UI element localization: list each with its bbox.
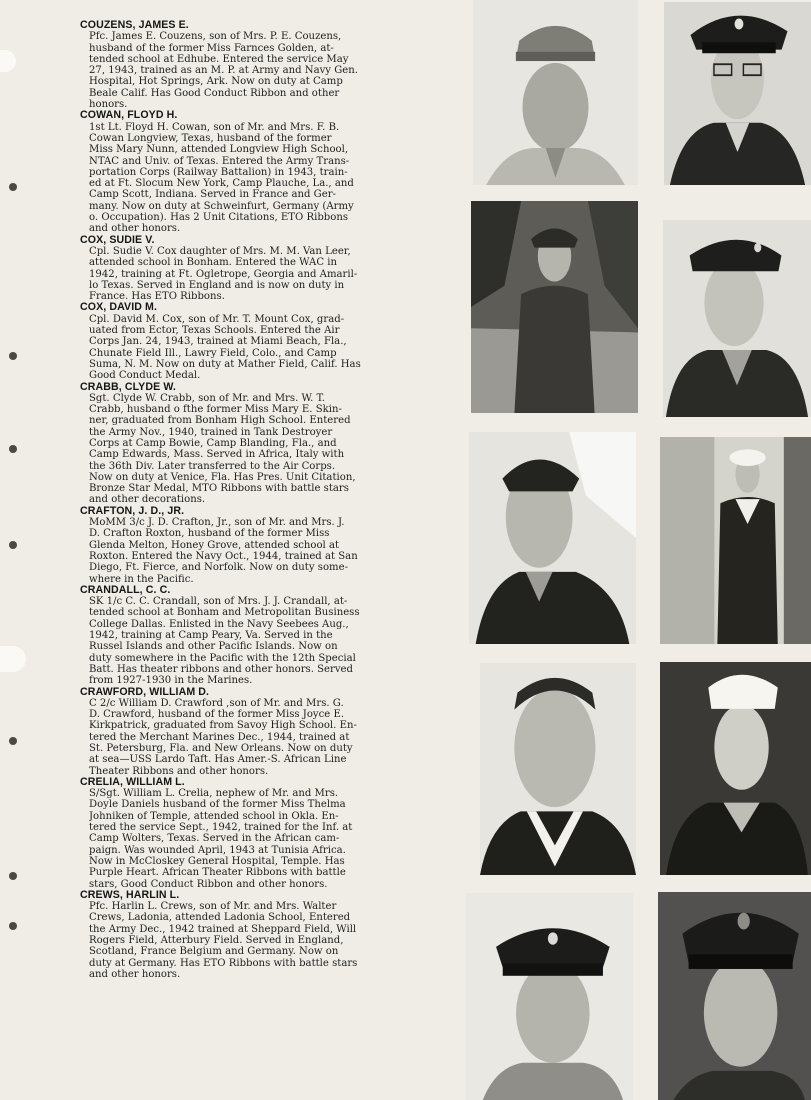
entry-name: COWAN, FLOYD H. bbox=[80, 109, 178, 122]
biography-line: Suma, N. M. Now on duty at Mather Field, Calif. Has bbox=[89, 358, 361, 370]
portrait-image bbox=[466, 893, 633, 1100]
binder-hole bbox=[9, 541, 17, 549]
service-record-entry bbox=[80, 687, 445, 777]
portrait-photo bbox=[663, 220, 811, 417]
biography-line: D. Crafton Roxton, husband of the former Miss bbox=[89, 528, 330, 540]
biography-line: Corps at Camp Bowie, Camp Blanding, Fla., and bbox=[89, 437, 337, 449]
biography-line: Sgt. Clyde W. Crabb, son of Mr. and Mrs. W. T. bbox=[89, 392, 325, 404]
entry-name: CRAWFORD, WILLIAM D. bbox=[80, 685, 210, 698]
biography-line: ed at Ft. Slocum New York, Camp Plauche, La., and bbox=[89, 178, 354, 190]
biography-line: lo Texas. Served in England and is now on duty in bbox=[89, 279, 345, 291]
biography-line: tered the service Sept., 1942, trained for the Inf. at bbox=[89, 822, 353, 834]
entry-name: COX, DAVID M. bbox=[80, 301, 158, 314]
biography-line: Good Conduct Medal. bbox=[89, 370, 201, 382]
entry-name: CRANDALL, C. C. bbox=[80, 583, 171, 596]
biography-line: Cpl. David M. Cox, son of Mr. T. Mount Cox, grad- bbox=[89, 313, 345, 325]
biography-line: Theater Ribbons and other honors. bbox=[89, 765, 269, 777]
portrait-photo bbox=[658, 892, 811, 1100]
biography-line: Bronze Star Medal, MTO Ribbons with battle stars bbox=[89, 483, 349, 495]
biography-line: Glenda Melton, Honey Grove, attended school at bbox=[89, 539, 340, 551]
entry-biography bbox=[80, 788, 445, 890]
biography-line: Rogers Field, Atterbury Field. Served in England, bbox=[89, 935, 344, 947]
biography-line: duty somewhere in the Pacific with the 12th Special bbox=[89, 652, 356, 664]
biography-line: ner, graduated from Bonham High School. Entered bbox=[89, 415, 351, 427]
biography-line: Batt. Has theater ribbons and other honors. Served bbox=[89, 663, 353, 675]
binder-hole bbox=[9, 352, 17, 360]
biography-line: the Army Dec., 1942 trained at Sheppard Field, Will bbox=[89, 923, 357, 935]
biography-line: duty at Germany. Has ETO Ribbons with battle stars bbox=[89, 957, 358, 969]
biography-line: Doyle Daniels husband of the former Miss Thelma bbox=[89, 799, 346, 811]
entry-biography bbox=[80, 517, 445, 585]
entry-biography bbox=[80, 393, 445, 506]
portrait-photo bbox=[466, 893, 633, 1100]
portrait-image bbox=[480, 663, 636, 875]
service-record-entry bbox=[80, 302, 445, 381]
biography-line: France. Has ETO Ribbons. bbox=[89, 291, 225, 303]
biography-line: Scotland, France Belgium and Germany. Now on bbox=[89, 946, 339, 958]
portrait-photo bbox=[660, 437, 811, 644]
portrait-image bbox=[660, 662, 811, 875]
biography-line: Crews, Ladonia, attended Ladonia School, Entered bbox=[89, 912, 351, 924]
binder-hole bbox=[9, 922, 17, 930]
entry-biography bbox=[80, 122, 445, 235]
entry-name: CRELIA, WILLIAM L. bbox=[80, 775, 185, 788]
binder-hole bbox=[9, 183, 17, 191]
entry-name: CRABB, CLYDE W. bbox=[80, 380, 176, 393]
biography-line: Diego, Ft. Fierce, and Norfolk. Now on duty some- bbox=[89, 562, 348, 574]
biography-line: and other decorations. bbox=[89, 494, 206, 506]
biography-line: Camp Wolters, Texas. Served in the African cam- bbox=[89, 833, 340, 845]
biography-line: NTAC and Univ. of Texas. Entered the Army Trans- bbox=[89, 155, 350, 167]
biography-line: Now on duty at Venice, Fla. Has Pres. Unit Citation, bbox=[89, 471, 356, 483]
paper-tear bbox=[0, 50, 16, 72]
service-record-entry bbox=[80, 777, 445, 890]
biography-line: Beale Calif. Has Good Conduct Ribbon and other bbox=[89, 87, 340, 99]
portrait-image bbox=[658, 892, 811, 1100]
service-record-entry bbox=[80, 890, 445, 980]
biography-line: Camp Edwards, Mass. Served in Africa, Italy with bbox=[89, 449, 345, 461]
portrait-image bbox=[664, 2, 811, 185]
biography-line: C 2/c William D. Crawford ,son of Mr. and Mrs. G. bbox=[89, 697, 344, 709]
biography-line: Pfc. James E. Couzens, son of Mrs. P. E. Couzens, bbox=[89, 31, 342, 43]
binder-hole bbox=[9, 445, 17, 453]
biography-line: St. Petersburg, Fla. and New Orleans. Now on duty bbox=[89, 743, 353, 754]
biography-line: Hospital, Hot Springs, Ark. Now on duty at Camp bbox=[89, 76, 343, 88]
entry-biography bbox=[80, 314, 445, 382]
biography-line: 1942, training at Ft. Ogletrope, Georgia and Amaril- bbox=[89, 268, 358, 280]
biography-line: Russel Islands and other Pacific Islands. Now on bbox=[89, 641, 338, 653]
entry-name: CREWS, HARLIN L. bbox=[80, 888, 180, 901]
biography-line: tended school at Edhube. Entered the service May bbox=[89, 53, 349, 65]
portrait-photo bbox=[480, 663, 636, 875]
service-record-entry bbox=[80, 506, 445, 585]
portrait-photo bbox=[471, 201, 638, 413]
biography-line: 1942, training at Camp Peary, Va. Served in the bbox=[89, 630, 333, 642]
biography-line: attended school in Bonham. Entered the WAC in bbox=[89, 257, 338, 269]
biography-line: Roxton. Entered the Navy Oct., 1944, trained at San bbox=[89, 550, 358, 562]
portrait-image bbox=[473, 0, 638, 185]
biography-line: and other honors. bbox=[89, 223, 181, 235]
portrait-image bbox=[660, 437, 811, 644]
service-record-entry bbox=[80, 235, 445, 303]
biography-line: o. Occupation). Has 2 Unit Citations, ETO Ribbons bbox=[89, 212, 349, 224]
portrait-image bbox=[469, 432, 636, 644]
entry-biography bbox=[80, 246, 445, 302]
entry-biography bbox=[80, 698, 445, 777]
service-record-entry bbox=[80, 585, 445, 687]
biography-line: Johniken of Temple, attended school in Okla. En- bbox=[89, 810, 339, 822]
binder-hole bbox=[9, 872, 17, 880]
biography-line: tered the Merchant Marines Dec., 1944, trained at bbox=[89, 731, 350, 743]
biography-line: College Dallas. Enlisted in the Navy Seebees Aug., bbox=[89, 618, 349, 630]
portrait-photo bbox=[469, 432, 636, 644]
biography-line: Camp Scott, Indiana. Served in France and Ger- bbox=[89, 189, 336, 201]
biography-line: Kirkpatrick, graduated from Savoy High School. En- bbox=[89, 720, 357, 732]
biography-line: portation Corps (Railway Battalion) in 1943, train- bbox=[89, 166, 348, 178]
biography-line: tended school at Bonham and Metropolitan Business bbox=[89, 607, 360, 619]
biography-line: Corps Jan. 24, 1943, trained at Miami Beach, Fla., bbox=[89, 336, 347, 348]
biography-line: uated from Ector, Texas Schools. Entered the Air bbox=[89, 325, 340, 337]
biography-line: 27, 1943, trained as an M. P. at Army and Navy Gen. bbox=[89, 65, 358, 77]
biography-line: Purple Heart. African Theater Ribbons with battle bbox=[89, 867, 346, 879]
biography-line: S/Sgt. William L. Crelia, nephew of Mr. and Mrs. bbox=[89, 788, 339, 800]
entry-name: COUZENS, JAMES E. bbox=[80, 19, 189, 31]
portrait-image bbox=[663, 220, 811, 417]
entry-name: CRAFTON, J. D., JR. bbox=[80, 504, 185, 517]
service-record-entry bbox=[80, 110, 445, 234]
paper-tear bbox=[0, 646, 26, 672]
biography-line: stars, Good Conduct Ribbon and other honors. bbox=[89, 878, 328, 890]
biography-line: honors. bbox=[89, 99, 128, 111]
biography-line: from 1927-1930 in the Marines. bbox=[89, 675, 253, 687]
biography-column bbox=[80, 20, 445, 980]
biography-line: Pfc. Harlin L. Crews, son of Mr. and Mrs. Walter bbox=[89, 901, 337, 913]
biography-line: Crabb, husband o fthe former Miss Mary E. Skin- bbox=[89, 404, 342, 416]
entry-biography bbox=[80, 31, 445, 110]
biography-line: paign. Was wounded April, 1943 at Tunisia Africa. bbox=[89, 844, 346, 856]
entry-biography bbox=[80, 901, 445, 980]
biography-line: 1st Lt. Floyd H. Cowan, son of Mr. and Mrs. F. B. bbox=[89, 121, 340, 133]
biography-line: Now in McCloskey General Hospital, Temple. Has bbox=[89, 855, 345, 867]
biography-line: Cpl. Sudie V. Cox daughter of Mrs. M. M. Van Leer, bbox=[89, 245, 351, 257]
biography-line: and other honors. bbox=[89, 968, 181, 980]
binder-holes bbox=[0, 0, 40, 1100]
binder-hole bbox=[9, 737, 17, 745]
portrait-image bbox=[471, 201, 638, 413]
biography-line: husband of the former Miss Farnces Golden, at- bbox=[89, 42, 334, 54]
biography-line: the 36th Div. Later transferred to the Air Corps. bbox=[89, 460, 336, 472]
entry-name: COX, SUDIE V. bbox=[80, 233, 155, 246]
portrait-photo bbox=[664, 2, 811, 185]
portrait-photo bbox=[660, 662, 811, 875]
biography-line: MoMM 3/c J. D. Crafton, Jr., son of Mr. and Mrs. J. bbox=[89, 517, 345, 529]
biography-line: the Army Nov., 1940, trained in Tank Destroyer bbox=[89, 426, 333, 438]
biography-line: at sea—USS Lardo Taft. Has Amer.-S. African Line bbox=[89, 754, 347, 766]
biography-line: where in the Pacific. bbox=[89, 573, 194, 585]
entry-biography bbox=[80, 596, 445, 686]
biography-line: SK 1/c C. C. Crandall, son of Mrs. J. J. Crandall, at- bbox=[89, 596, 348, 608]
biography-line: Miss Mary Nunn, attended Longview High School, bbox=[89, 144, 349, 156]
portrait-photo bbox=[473, 0, 638, 185]
service-record-entry bbox=[80, 20, 445, 110]
biography-line: Cowan Longview, Texas, husband of the former bbox=[89, 132, 332, 144]
biography-line: many. Now on duty at Schweinfurt, Germany (Army bbox=[89, 200, 354, 212]
biography-line: D. Crawford, husband of the former Miss Joyce E. bbox=[89, 709, 345, 721]
service-record-entry bbox=[80, 382, 445, 506]
biography-line: Chunate Field Ill., Lawry Field, Colo., and Camp bbox=[89, 347, 337, 359]
